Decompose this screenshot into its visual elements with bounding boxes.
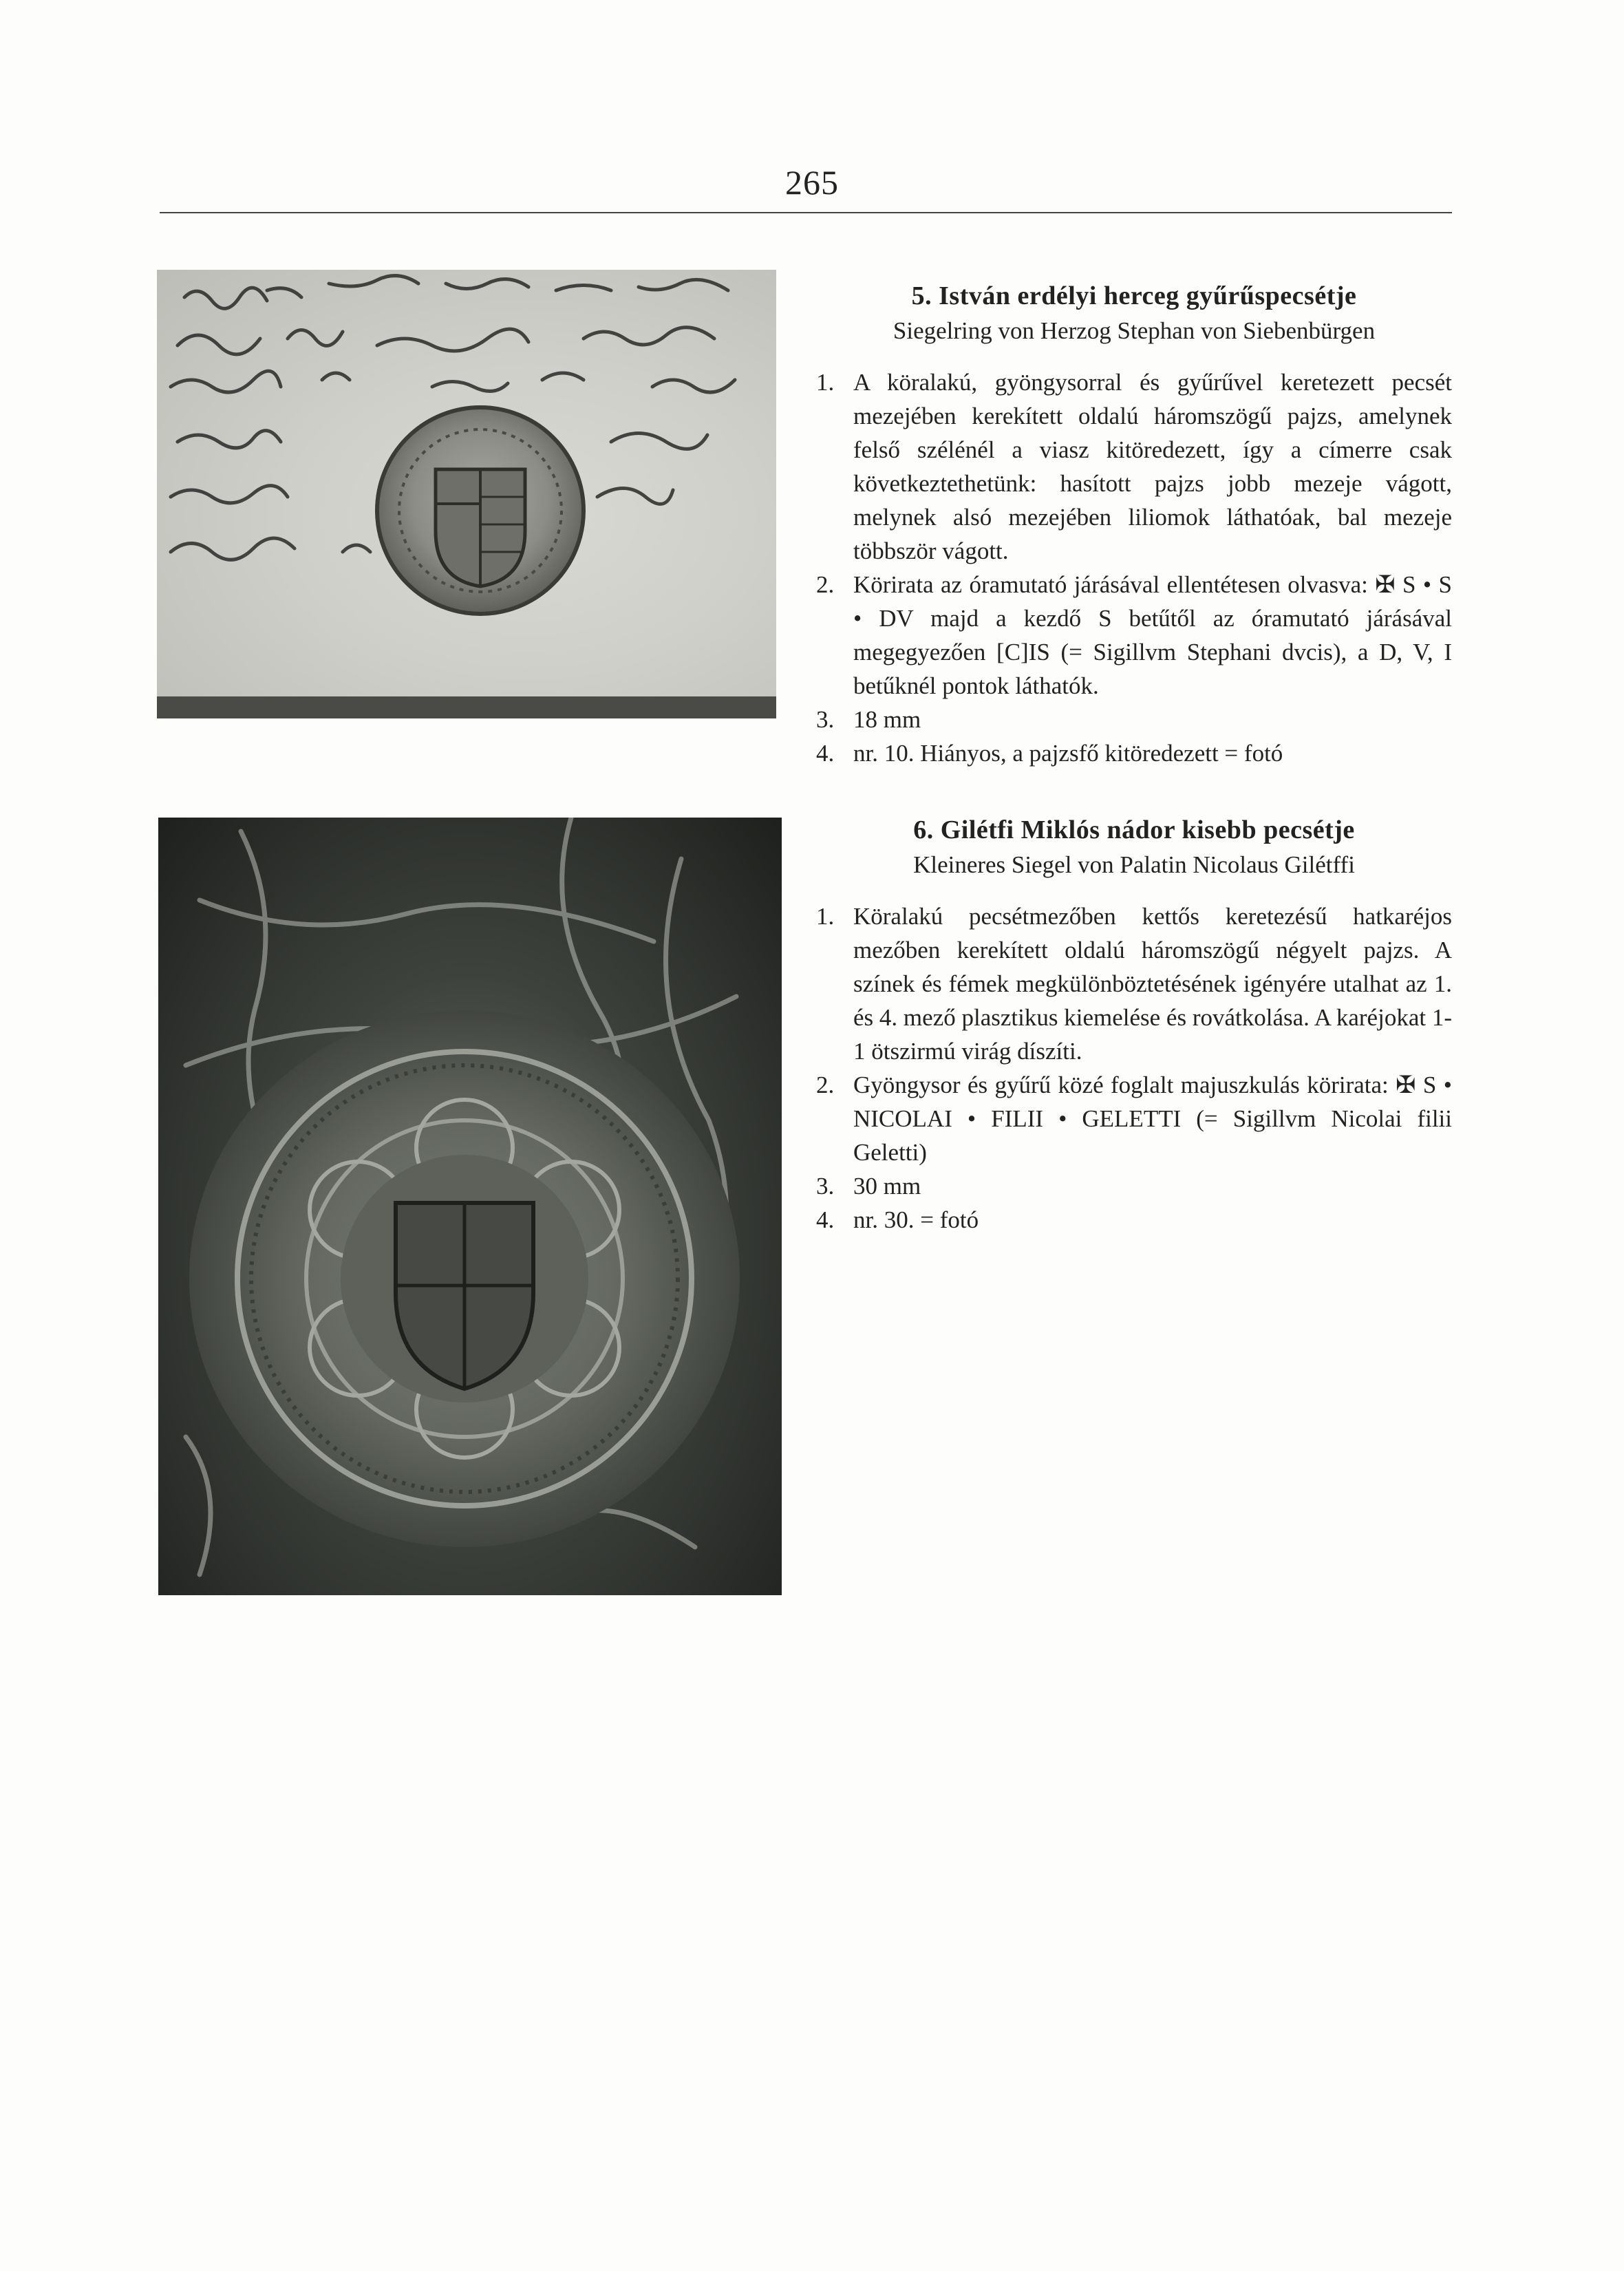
list-item [816,899,1452,1068]
item-text: 18 mm [853,706,921,733]
seal-photo-istvan [157,270,776,718]
list-item [816,1203,1452,1237]
item-text: Köralakú pecsétmezőben kettős keretezésű hatkaréjos mezőben kerekített oldalú háromszögű négyelt pajzs. A színek és fémek megkülönböztetésének igényére utalhat az 1. és 4. mező plasztikus kiemelése és rovátkolása. A karéjokat 1-1 ötszirmú virág díszíti. [853,903,1452,1065]
item-number: 3. [816,1173,835,1200]
item-number: 2. [816,1071,835,1098]
entry-subtitle: Kleineres Siegel von Palatin Nicolaus Gilétffi [913,851,1355,878]
entry-title: 6. Gilétfi Miklós nádor kisebb pecsétje [913,815,1355,844]
header-rule [160,212,1452,213]
entry-istvan-seal [816,278,1452,770]
item-number: 1. [816,903,835,930]
seal-photo-istvan-drawing [157,270,776,718]
entry-title: 5. István erdélyi herceg gyűrűspecsétje [911,281,1357,310]
list-item [816,736,1452,770]
item-number: 4. [816,740,835,767]
item-text: A köralakú, gyöngysorral és gyűrűvel keretezett pecsét mezejében kerekített oldalú háromszögű pajzs, amelynek felső szélénél a viasz kitöredezett, így a címerre csak következtethetünk: hasított pajzs jobb mezeje vágott, melynek alsó mezejében liliomok láthatóak, bal mezeje többször vágott. [853,369,1452,564]
seal-photo-giletfi-drawing [158,818,782,1595]
list-item [816,1068,1452,1169]
item-text: 30 mm [853,1173,921,1200]
item-number: 2. [816,571,835,598]
item-text: nr. 10. Hiányos, a pajzsfő kitöredezett = fotó [853,740,1283,767]
item-text: Gyöngysor és gyűrű közé foglalt majuszkulás körirata: ✠ S • NICOLAI • FILII • GELETTI (= Sigillvm Nicolai filii Geletti) [853,1071,1452,1166]
list-item [816,568,1452,703]
page-number: 265 [785,163,839,202]
seal-photo-giletfi [158,818,782,1595]
list-item [816,1169,1452,1203]
entry-giletfi-seal [816,812,1452,1237]
item-number: 3. [816,706,835,733]
list-item [816,703,1452,736]
item-text: Körirata az óramutató járásával ellentétesen olvasva: ✠ S • S • DV majd a kezdő S betűtől az óramutató járásával megegyezően [C]IS (= Sigillvm Stephani dvcis), a D, V, I betűknél pontok láthatók. [853,571,1452,699]
item-number: 4. [816,1206,835,1233]
item-text: nr. 30. = fotó [853,1206,979,1233]
entry-subtitle: Siegelring von Herzog Stephan von Siebenbürgen [893,317,1376,344]
item-number: 1. [816,369,835,396]
list-item [816,365,1452,568]
